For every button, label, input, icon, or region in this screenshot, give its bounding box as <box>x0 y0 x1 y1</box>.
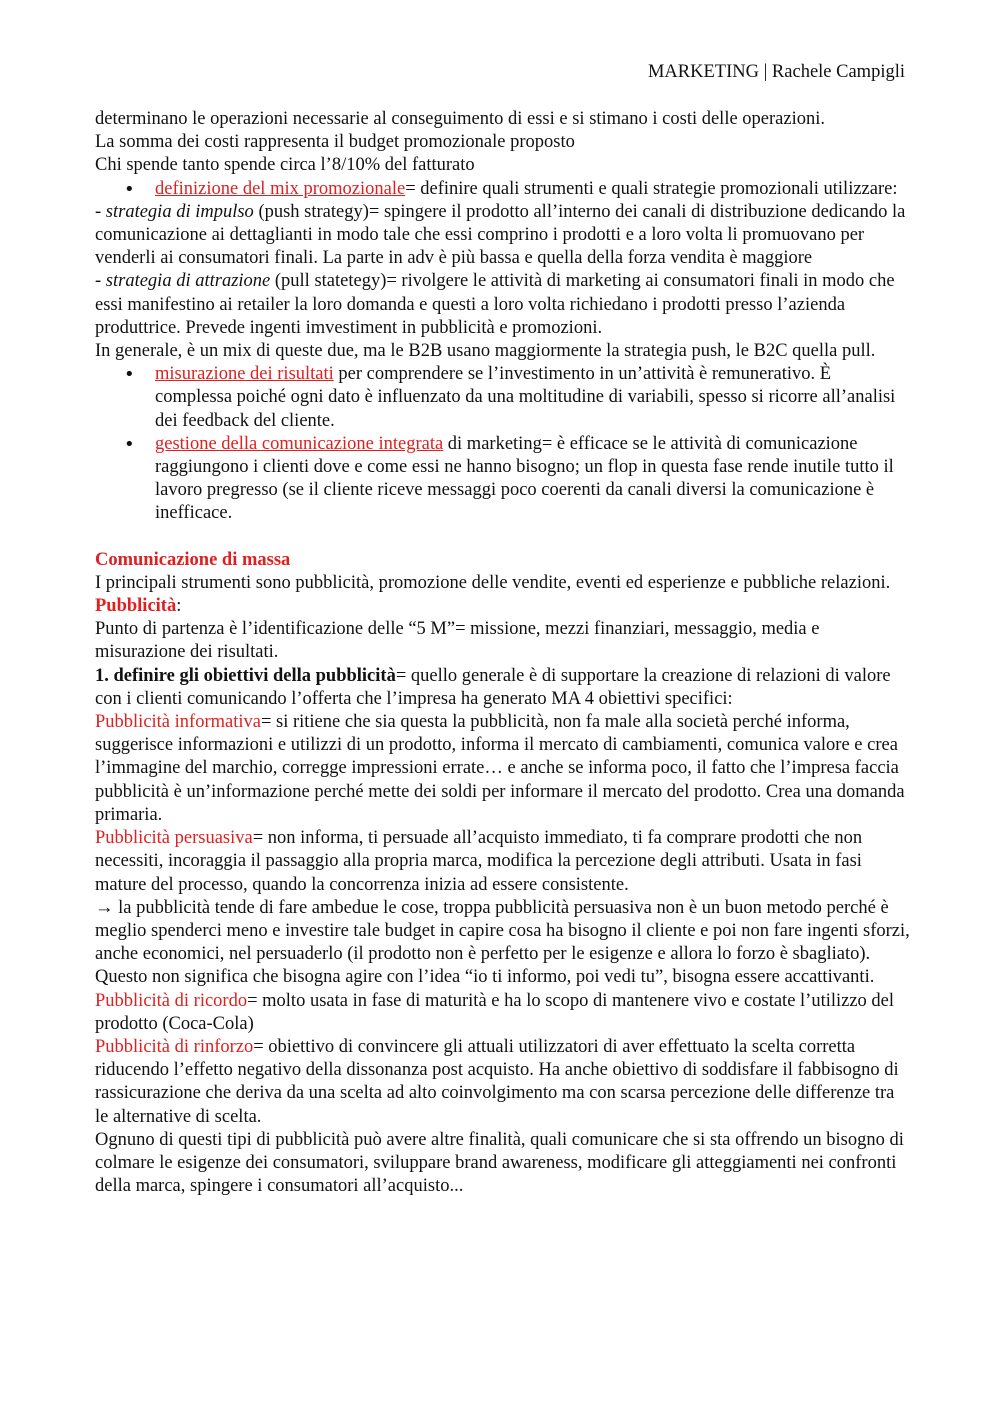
paragraph-push <box>95 201 910 271</box>
massa-colon: : <box>176 596 182 617</box>
term-pubblicita: Pubblicità <box>95 596 177 617</box>
paragraph-5m: Punto di partenza è l’identificazione delle “5 M”= missione, mezzi finanziari, messaggio, media e misurazione dei risultati. <box>95 619 820 663</box>
paragraph-persuasiva <box>95 827 910 897</box>
text-mix-promozionale: = definire quali strumenti e quali strategie promozionali utilizzare: <box>405 178 898 199</box>
paragraph-informativa <box>95 711 910 827</box>
text-rinforzo: = obiettivo di convincere gli attuali utilizzatori di aver effettuato la scelta corretta riducendo l’effetto negativo della dissonanza post acquisto. Ha anche obiettivo di soddisfare il fabbisogno di rassicurazione che deriva da una scelta ad alto coinvolgimento ma con scarsa percezione delle differenze tra le alternative di scelta. <box>95 1036 899 1127</box>
page-header: MARKETING | Rachele Campigli <box>647 62 905 82</box>
text-gestione: di marketing= è efficace se le attività di comunicazione raggiungono i clienti dove e come essi ne hanno bisogno; un flop in questa fase rende inutile tutto il lavoro pregresso (se il cliente riceve messaggi poco coerenti da canali diversi la comunicazione è inefficace. <box>155 433 894 524</box>
paragraph-ognuno: Ognuno di questi tipi di pubblicità può avere altre finalità, quali comunicare che si sta offrendo un bisogno di colmare le esigenze dei consumatori, sviluppare brand awareness, modificare gli atteggiamenti nei confronti della marca, spingere i consumatori all’acquisto... <box>95 1129 904 1197</box>
paragraph-arrow: → la pubblicità tende di fare ambedue le cose, troppa pubblicità persuasiva non è un buon metodo perché è meglio spenderci meno e investire tale budget in capire cosa ha bisogno il cliente e poi non fare ingenti sforzi, anche economici, nel persuaderlo (il prodotto non è perfetto per le esigenze e allora lo forzo è sbagliato). Questo non significa che bisogna agire con l’idea “io ti informo, poi vedi tu”, bisogna essere accattivanti. <box>95 897 910 988</box>
term-pull: strategia di attrazione <box>105 271 271 292</box>
text-ricordo: = molto usata in fase di maturità e ha lo scopo di mantenere vivo e costate l’utilizzo del prodotto (Coca-Cola) <box>95 990 895 1034</box>
bullet-item-misurazione <box>95 363 910 433</box>
document-body <box>95 108 910 1198</box>
term-ricordo: Pubblicità di ricordo <box>95 990 248 1011</box>
text-informativa: = si ritiene che sia questa la pubblicità, non fa male alla società perché informa, suggerisce informazioni e utilizzi di un prodotto, informa il mercato di cambiamenti, comunica valore e crea l’immagine del marchio, corregge impressioni errate… e anche se informa poco, il fatto che l’impresa faccia pubblicità è un’informazione perché mette dei soldi per informare il mercato del prodotto. Crea una domanda primaria. <box>95 712 905 825</box>
paragraph-pull <box>95 270 910 340</box>
intro-line-3: Chi spende tanto spende circa l’8/10% del fatturato <box>95 155 475 176</box>
section-spacer <box>95 526 910 549</box>
bullet-item-mix <box>95 178 910 201</box>
pull-prefix: - <box>95 271 106 292</box>
text-persuasiva: = non informa, ti persuade all’acquisto immediato, ti fa comprare prodotti che non necessiti, incoraggia il passaggio alla propria marca, modifica la percezione degli attributi. Usata in fasi mature del processo, quando la concorrenza inizia ad essere consistente. <box>95 828 863 895</box>
term-mix-promozionale: definizione del mix promozionale <box>155 178 406 199</box>
paragraph-obiettivi <box>95 665 910 711</box>
bullet-list-results <box>95 363 910 525</box>
term-rinforzo: Pubblicità di rinforzo <box>95 1036 254 1057</box>
text-pull: (pull statetegy)= rivolgere le attività di marketing ai consumatori finali in modo che essi manifestino ai retailer la loro domanda e questi a loro volta richiedano i prodotti presso l’azienda produttrice. Prevede ingenti imvestiment in pubblicità e promozioni. <box>95 271 895 338</box>
term-persuasiva: Pubblicità persuasiva <box>95 828 253 849</box>
term-obiettivi: 1. definire gli obiettivi della pubblicità <box>95 665 396 686</box>
text-obiettivi: = quello generale è di supportare la creazione di relazioni di valore con i clienti comunicando l’offerta che l’impresa ha generato MA 4 obiettivi specifici: <box>95 665 891 709</box>
text-massa: I principali strumenti sono pubblicità, promozione delle vendite, eventi ed esperienze e pubbliche relazioni. <box>95 572 891 593</box>
intro-line-1: determinano le operazioni necessarie al conseguimento di essi e si stimano i costi delle operazioni. <box>95 109 826 129</box>
push-prefix: - <box>95 201 106 222</box>
section-heading-massa: Comunicazione di massa <box>95 549 291 570</box>
term-push: strategia di impulso <box>105 201 254 222</box>
bullet-list-mix <box>95 178 910 201</box>
term-informativa: Pubblicità informativa <box>95 712 261 733</box>
term-gestione: gestione della comunicazione integrata <box>155 433 444 454</box>
text-misurazione: per comprendere se l’investimento in un’attività è remunerativo. È complessa poiché ogni dato è influenzato da una moltitudine di variabili, spesso si ricorre all’analisi dei feedback del cliente. <box>155 364 896 431</box>
term-misurazione: misurazione dei risultati <box>155 364 334 385</box>
bullet-item-gestione <box>95 433 910 526</box>
text-push: (push strategy)= spingere il prodotto all’interno dei canali di distribuzione dedicando la comunicazione ai dettaglianti in modo tale che essi comprino i prodotti e a loro volta li promuovano per venderli ai consumatori finali. La parte in adv è più bassa e quella della forza vendita è maggiore <box>95 201 906 269</box>
paragraph-massa <box>95 572 910 618</box>
paragraph-rinforzo <box>95 1036 910 1129</box>
intro-line-2: La somma dei costi rappresenta il budget promozionale proposto <box>95 132 575 153</box>
paragraph-general: In generale, è un mix di queste due, ma le B2B usano maggiormente la strategia push, le B2C quella pull. <box>95 341 876 362</box>
paragraph-ricordo <box>95 990 910 1036</box>
